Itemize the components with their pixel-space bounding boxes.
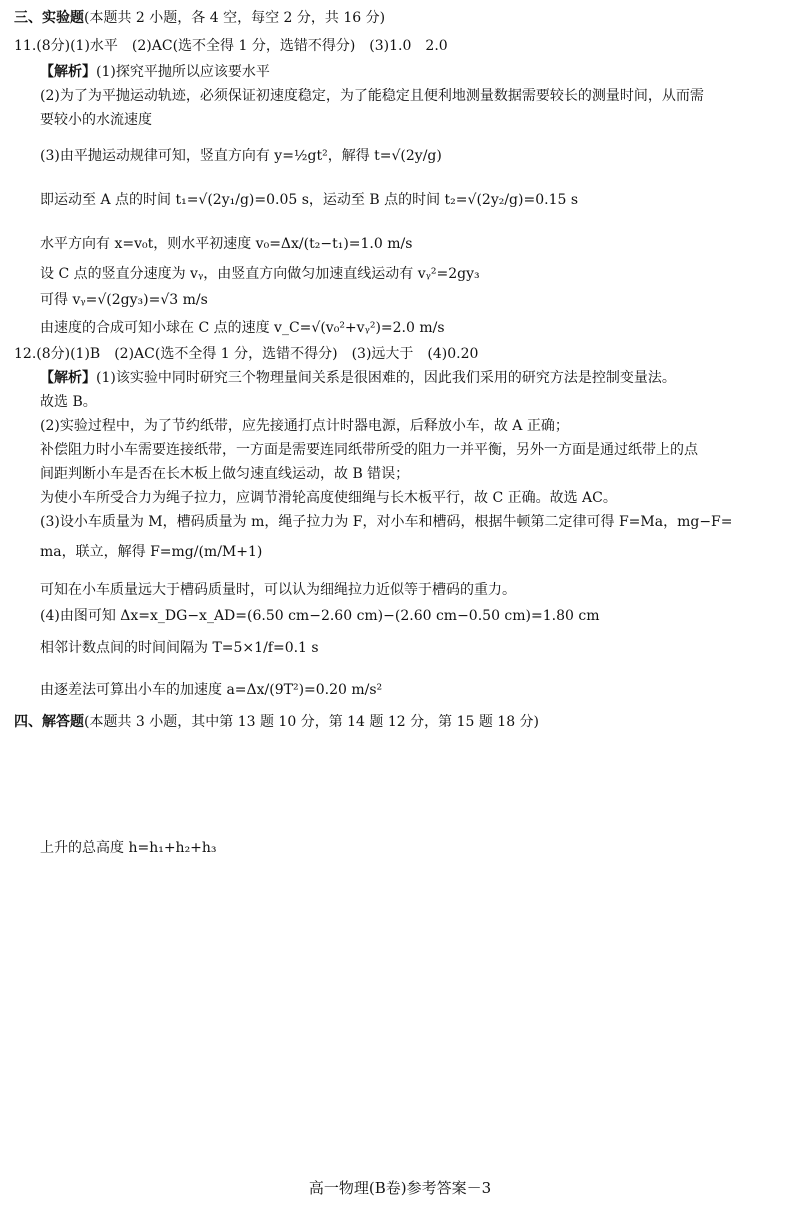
q11-line-2: (2)为了为平抛运动轨迹，必须保证初速度稳定，为了能稳定且便利地测量数据需要较长的测量时间，从而需 — [40, 88, 704, 104]
q11-jiexi-label: 【解析】 — [40, 64, 96, 80]
q12-line-1 — [40, 368, 786, 388]
q12-answer: 12.(8分)(1)B (2)AC(选不全得 1 分，选错不得分) (3)远大于 (4)0.20 — [14, 346, 479, 362]
q11-line-9: 由速度的合成可知小球在 C 点的速度 v_C=√(v₀²+vᵧ²)=2.0 m/s — [40, 320, 445, 336]
q12-line-3: (2)实验过程中，为了节约纸带，应先接通打点计时器电源，后释放小车，故 A 正确； — [40, 418, 569, 434]
q11-line-8: 可得 vᵧ=√(2gy₃)=√3 m/s — [40, 292, 208, 308]
q13-row-4: 上升的总高度 h=h₁+h₂+h₃ — [40, 840, 217, 856]
section-3-note: (本题共 2 小题，各 4 空，每空 2 分，共 16 分) — [84, 10, 386, 26]
q11-line-7: 设 C 点的竖直分速度为 vᵧ，由竖直方向做匀加速直线运动有 vᵧ²=2gy₃ — [40, 266, 480, 282]
q12-line-2: 故选 B。 — [40, 394, 97, 410]
q12-line-9: 可知在小车质量远大于槽码质量时，可以认为细绳拉力近似等于槽码的重力。 — [40, 582, 516, 598]
section-3-label: 三、实验题 — [14, 10, 84, 26]
q12-line-12: 由逐差法可算出小车的加速度 a=Δx/(9T²)=0.20 m/s² — [40, 682, 383, 698]
page-footer: 高一物理(B卷)参考答案－3 — [308, 1179, 492, 1197]
q11-line-1-text: (1)探究平抛所以应该要水平 — [96, 64, 270, 80]
q12-line-11: 相邻计数点间的时间间隔为 T=5×1/f=0.1 s — [40, 640, 319, 656]
section-4-label: 四、解答题 — [14, 714, 84, 730]
q12-line-5: 间距判断小车是否在长木板上做匀速直线运动，故 B 错误； — [40, 466, 410, 482]
q11-line-1 — [40, 62, 786, 82]
section-3-heading — [14, 8, 786, 28]
q11-answer: 11.(8分)(1)水平 (2)AC(选不全得 1 分，选错不得分) (3)1.0 2.0 — [14, 38, 448, 54]
q11-line-4: (3)由平抛运动规律可知，竖直方向有 y=½gt²，解得 t=√(2y/g) — [40, 148, 442, 164]
section-4-heading — [14, 712, 786, 732]
q12-line-6: 为使小车所受合力为绳子拉力，应调节滑轮高度使细绳与长木板平行，故 C 正确。故选 AC。 — [40, 490, 617, 506]
q12-line-7: (3)设小车质量为 M，槽码质量为 m，绳子拉力为 F，对小车和槽码，根据牛顿第二定律可得 F=Ma，mg−F= — [40, 514, 733, 530]
q11-line-6: 水平方向有 x=v₀t，则水平初速度 v₀=Δx/(t₂−t₁)=1.0 m/s — [40, 236, 413, 252]
q12-line-4: 补偿阻力时小车需要连接纸带，一方面是需要连同纸带所受的阻力一并平衡，另外一方面是通过纸带上的点 — [40, 442, 698, 458]
q11-line-5: 即运动至 A 点的时间 t₁=√(2y₁/g)=0.05 s，运动至 B 点的时间 t₂=√(2y₂/g)=0.15 s — [40, 192, 579, 208]
q12-line-1-text: (1)该实验中同时研究三个物理量间关系是很困难的，因此我们采用的研究方法是控制变量法。 — [96, 370, 676, 386]
section-4-note: (本题共 3 小题，其中第 13 题 10 分，第 14 题 12 分，第 15 题 18 分) — [84, 714, 540, 730]
q12-jiexi-label: 【解析】 — [40, 370, 96, 386]
q11-line-3: 要较小的水流速度 — [40, 112, 152, 128]
q12-line-8: ma，联立，解得 F=mg/(m/M+1) — [40, 544, 263, 560]
q12-line-10: (4)由图可知 Δx=x_DG−x_AD=(6.50 cm−2.60 cm)−(2.60 cm−0.50 cm)=1.80 cm — [40, 608, 600, 624]
